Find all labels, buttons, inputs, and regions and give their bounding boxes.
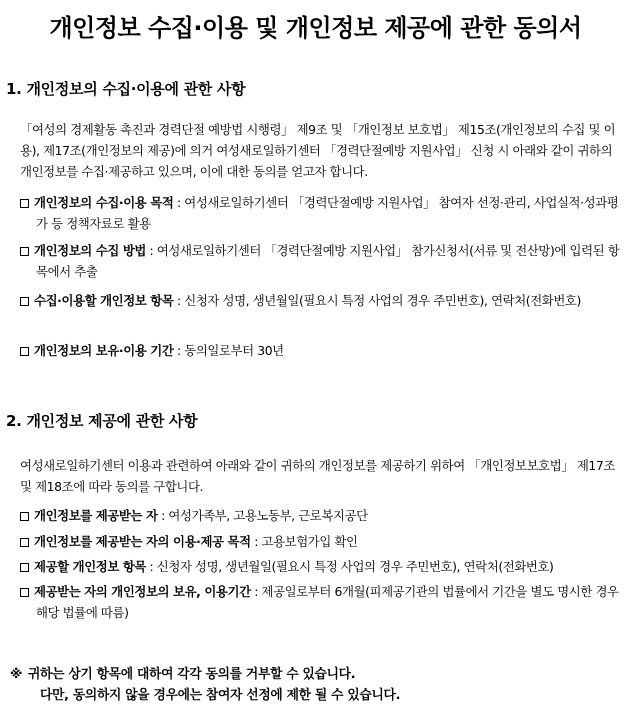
checkbox-bullet-icon [20,199,29,208]
item-desc: : 신청자 성명, 생년월일(필요시 특정 사업의 경우 주민번호), 연락처(전화번호) [173,293,581,308]
item-desc: : 고용보험가입 확인 [250,534,358,549]
notice-line-1: ※ 귀하는 상기 항목에 대하여 각각 동의를 거부할 수 있습니다. [10,664,625,685]
item-term: 개인정보를 제공받는 자의 이용·제공 목적 [34,534,251,549]
checkbox-bullet-icon [20,247,29,256]
item-desc: : 여성새로일하기센터 「경력단절예방 지원사업」 참가신청서(서류 및 전산망)에 입력된 항목에서 추출 [36,243,620,279]
item-term: 개인정보의 보유·이용 기간 [34,343,174,358]
notice [10,664,625,706]
document-title: 개인정보 수집·이용 및 개인정보 제공에 관한 동의서 [49,14,582,42]
item-term: 수집·이용할 개인정보 항목 [34,293,174,308]
section-2-intro: 여성새로일하기센터 이용과 관련하여 아래와 같이 귀하의 개인정보를 제공하기 위하여 「개인정보보호법」 제17조 및 제18조에 따라 동의를 구합니다. [20,458,615,494]
item-desc: : 신청자 성명, 생년월일(필요시 특정 사업의 경우 주민번호), 연락처(전화번호) [145,559,554,574]
section-2-item-period [20,581,620,623]
item-term: 개인정보를 제공받는 자 [34,508,158,523]
item-term: 개인정보의 수집 방법 [34,243,146,258]
section-2-item-fields [20,556,620,577]
section-1-item-purpose [20,192,620,234]
item-desc: : 동의일로부터 30년 [173,343,284,358]
checkbox-bullet-icon [20,347,29,356]
item-term: 개인정보의 수집·이용 목적 [34,195,174,210]
item-term: 제공받는 자의 개인정보의 보유, 이용기간 [34,584,251,599]
item-term: 제공할 개인정보 항목 [34,559,146,574]
section-2-item-recipient [20,505,620,526]
section-2-heading: 2. 개인정보 제공에 관한 사항 [6,412,198,430]
checkbox-bullet-icon [20,297,29,306]
item-desc: : 여성가족부, 고용노동부, 근로복지공단 [157,508,368,523]
checkbox-bullet-icon [20,588,29,597]
section-1-item-method [20,240,620,282]
checkbox-bullet-icon [20,512,29,521]
item-desc: : 여성새로일하기센터 「경력단절예방 지원사업」 참여자 선정·관리, 사업실적·성과평가 등 정책자료로 활용 [36,195,619,231]
notice-line-2: 다만, 동의하지 않을 경우에는 참여자 선정에 제한 될 수 있습니다. [40,688,401,703]
section-1-item-period [20,340,620,361]
checkbox-bullet-icon [20,538,29,547]
notice-mark: ※ [10,667,23,682]
section-1-intro: 「여성의 경제활동 촉진과 경력단절 예방법 시행령」 제9조 및 「개인정보 보호법」 제15조(개인정보의 수집 및 이용), 제17조(개인정보의 제공)에 의거 여성새로일하기센터 「경력단절예방 지원사업」 신청 시 아래와 같이 귀하의 개인정보를 수집·제공하고 있으며, 이에 대한 동의를 얻고자 합니다. [20,122,616,179]
section-1-item-fields [20,290,620,311]
section-2-item-purpose [20,531,620,552]
checkbox-bullet-icon [20,563,29,572]
section-1-heading: 1. 개인정보의 수집·이용에 관한 사항 [6,80,246,98]
item-desc: : 제공일로부터 6개월(피제공기관의 법률에서 기간을 별도 명시한 경우 해당 법률에 따름) [36,584,619,620]
